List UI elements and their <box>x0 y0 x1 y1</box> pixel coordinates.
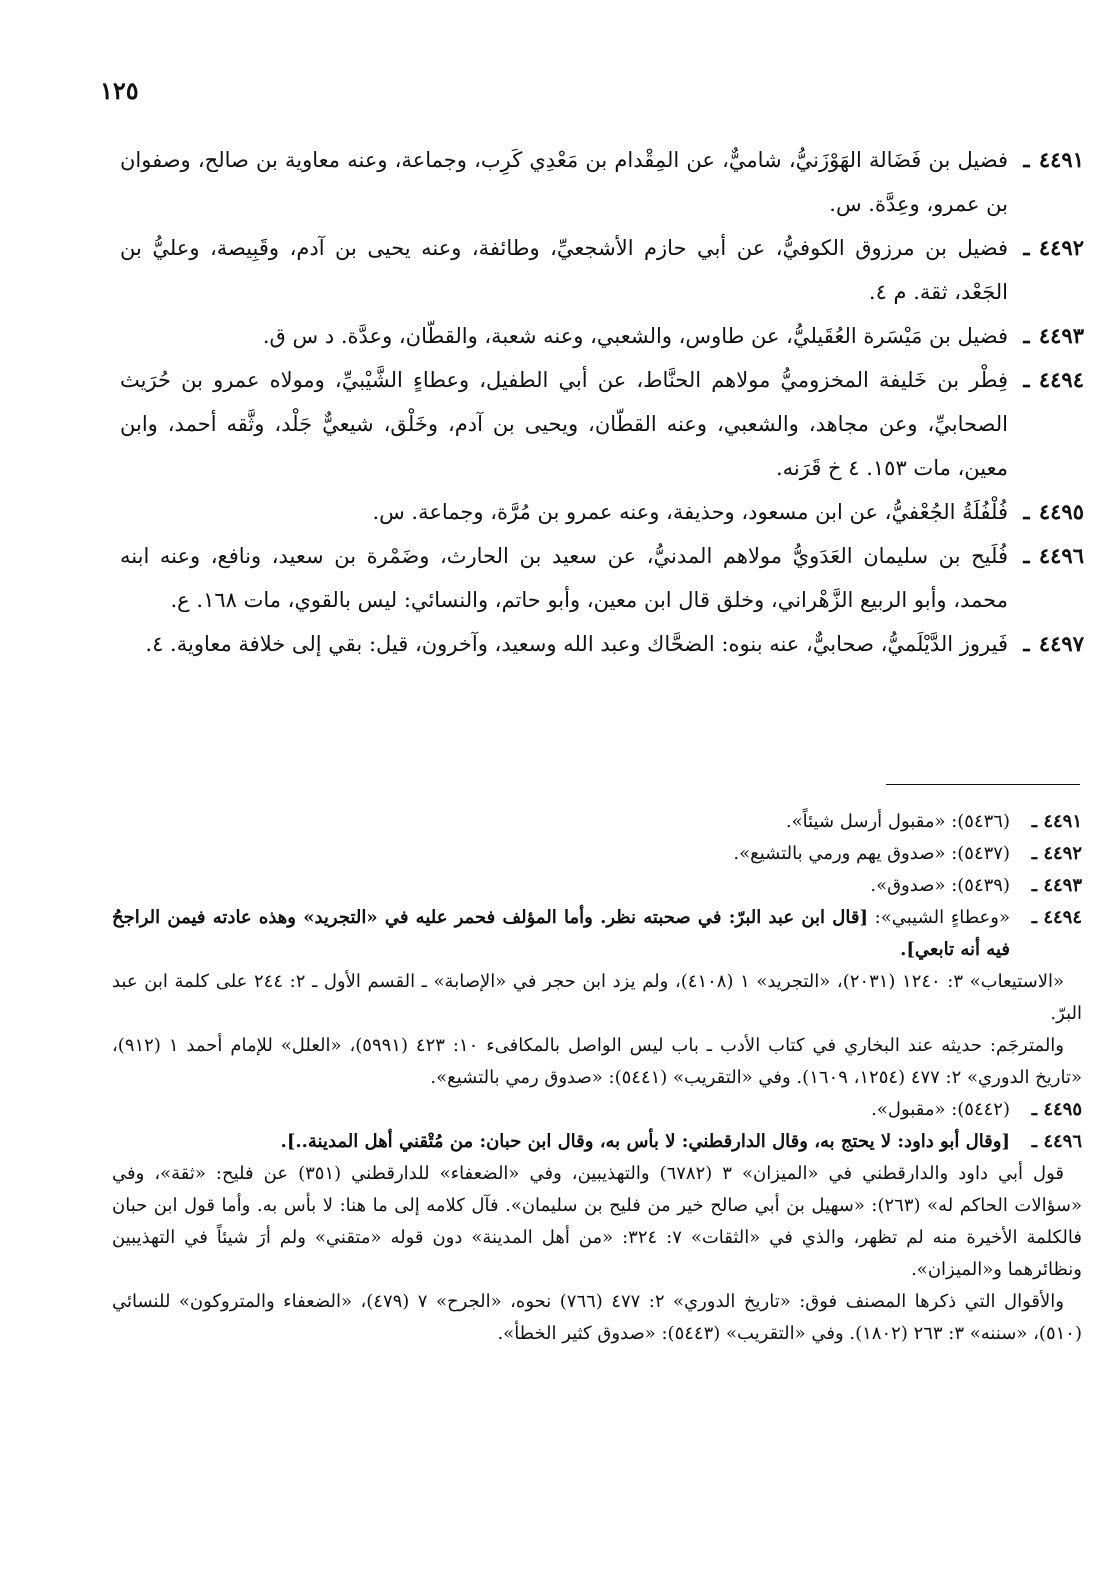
entry-number: ٤٤٩٦ ـ <box>1023 543 1084 568</box>
footnotes <box>112 806 1082 1350</box>
footnote <box>112 838 1082 870</box>
footnote-number: ٤٤٩٢ ـ <box>1031 843 1082 864</box>
footnote-text: (٥٤٤٢): «مقبول». <box>871 1099 1010 1120</box>
footnote <box>112 870 1082 902</box>
entry-number: ٤٤٩٥ ـ <box>1023 499 1084 524</box>
page-number: ١٢٥ <box>100 76 139 105</box>
footnote-text: (٥٤٣٧): «صدوق يهم ورمي بالتشيع». <box>733 843 1010 864</box>
entry-text: فضيل بن فَضَالة الهَوْزَنيُّ، شاميٌّ، عن المِقْدام بن مَعْدِي كَرِب، وجماعة، وعنه معاوية بن صالح، وصفوان بن عمرو، وعِدَّة. س. <box>120 148 1008 216</box>
entry-number: ٤٤٩٢ ـ <box>1023 235 1084 260</box>
footnote-paragraph: قول أبي داود والدارقطني في «الميزان» ٣ (٦٧٨٢) والتهذيبين، وفي «الضعفاء» للدارقطني (٣٥١) عن فليح: «ثقة»، وفي «سؤالات الحاكم له» (٢٦٣): «سهيل بن أبي صالح خير من فليح بن سليمان». فآل كلامه إلى ما هنا: لا بأس به. وأما قول ابن حبان فالكلمة الأخيرة منه لم تظهر، والذي في «الثقات» ٧: ٣٢٤: «من أهل المدينة» دون قوله «متقني» ولم أرَ شيئاً في التهذيبين ونظائرهما و«الميزان». <box>112 1163 1082 1280</box>
footnote-divider <box>886 784 1080 785</box>
footnote-number: ٤٤٩١ ـ <box>1031 811 1082 832</box>
main-text <box>120 138 1084 666</box>
footnote-number: ٤٤٩٣ ـ <box>1031 875 1082 896</box>
footnote-number: ٤٤٩٥ ـ <box>1031 1099 1082 1120</box>
entry-number: ٤٤٩٣ ـ <box>1023 323 1084 348</box>
footnote-paragraph: والأقوال التي ذكرها المصنف فوق: «تاريخ الدوري» ٢: ٤٧٧ (٧٦٦) نحوه، «الجرح» ٧ (٤٧٩)، «الضعفاء والمتروكون» للنسائي (٥١٠)، «سننه» ٣: ٢٦٣ (١٨٠٢). وفي «التقريب» (٥٤٤٣): «صدوق كثير الخطأ». <box>112 1291 1082 1344</box>
footnote <box>112 806 1082 838</box>
entry-number: ٤٤٩١ ـ <box>1023 147 1084 172</box>
entry-text: فِطْر بن خَليفة المخزوميُّ مولاهم الحنَّاط، عن أبي الطفيل، وعطاءٍ الشَّيْبيِّ، ومولاه عمرو بن حُرَيث الصحابيِّ، وعن مجاهد، والشعبي، وعنه القطّان، ويحيى بن آدم، وخَلْق، شيعيٌّ جَلْد، وثَّقه أحمد، وابن معين، مات ١٥٣. ٤ خ قَرَنه. <box>120 368 1008 480</box>
biography-entry <box>120 226 1084 314</box>
footnote-number: ٤٤٩٤ ـ <box>1031 907 1082 928</box>
biography-entry <box>120 138 1084 226</box>
footnote-bracket-note: [قال ابن عبد البرّ: في صحبته نظر. وأما المؤلف فحمر عليه في «التجريد» وهذه عادته فيمن الراجحُ فيه أنه تابعي]. <box>112 907 1010 960</box>
entry-text: فُلْفُلَةُ الجُعْفيُّ، عن ابن مسعود، وحذيفة، وعنه عمرو بن مُرَّة، وجماعة. س. <box>372 500 1008 524</box>
footnote <box>112 1126 1082 1158</box>
footnote-text: (٥٤٣٦): «مقبول أرسل شيئاً». <box>785 811 1010 832</box>
footnote-text: (٥٤٣٩): «صدوق». <box>870 875 1010 896</box>
biography-entry <box>120 314 1084 358</box>
entry-text: فضيل بن مرزوق الكوفيُّ، عن أبي حازم الأشجعيِّ، وطائفة، وعنه يحيى بن آدم، وقَبِيصة، وعليُّ بن الجَعْد، ثقة. م ٤. <box>120 236 1008 304</box>
entry-number: ٤٤٩٧ ـ <box>1023 631 1084 656</box>
footnote-paragraph: «الاستيعاب» ٣: ١٢٤٠ (٢٠٣١)، «التجريد» ١ (٤١٠٨)، ولم يزد ابن حجر في «الإصابة» ـ القسم الأول ـ ٢: ٢٤٤ على كلمة ابن عبد البرّ. <box>112 971 1082 1024</box>
entry-text: فضيل بن مَيْسَرة العُقَيليُّ، عن طاوس، والشعبي، وعنه شعبة، والقطّان، وعدَّة. د س ق. <box>262 324 1008 348</box>
footnote-number: ٤٤٩٦ ـ <box>1031 1131 1082 1152</box>
footnote <box>112 902 1082 966</box>
biography-entry <box>120 490 1084 534</box>
entry-number: ٤٤٩٤ ـ <box>1023 367 1084 392</box>
entry-text: فُلَيح بن سليمان العَدَويُّ مولاهم المدنيُّ، عن سعيد بن الحارث، وضَمْرة بن سعيد، ونافع، وعنه ابنه محمد، وأبو الربيع الزَّهْراني، وخلق قال ابن معين، وأبو حاتم، والنسائي: ليس بالقوي، مات ١٦٨. ع. <box>120 544 1008 612</box>
entry-text: فَيروز الدَّيْلَميُّ، صحابيٌّ، عنه بنوه: الضحَّاك وعبد الله وسعيد، وآخرون، قيل: بقي إلى خلافة معاوية. ٤. <box>145 632 1008 656</box>
footnote <box>112 1094 1082 1126</box>
footnote-lead: «وعطاءٍ الشيبي»: <box>867 907 1010 928</box>
biography-entry <box>120 534 1084 622</box>
biography-entry <box>120 622 1084 666</box>
biography-entry <box>120 358 1084 490</box>
footnote-paragraph: والمترجَم: حديثه عند البخاري في كتاب الأدب ـ باب ليس الواصل بالمكافىء ١٠: ٤٢٣ (٥٩٩١)، «العلل» للإمام أحمد ١ (٩١٢)، «تاريخ الدوري» ٢: ٤٧٧ (١٢٥٤، ١٦٠٩). وفي «التقريب» (٥٤٤١): «صدوق رمي بالتشيع». <box>112 1035 1082 1088</box>
footnote-bracket-note: [وقال أبو داود: لا يحتج به، وقال الدارقطني: لا بأس به، وقال ابن حبان: من مُتْقني أهل المدينة..]. <box>280 1131 1010 1152</box>
